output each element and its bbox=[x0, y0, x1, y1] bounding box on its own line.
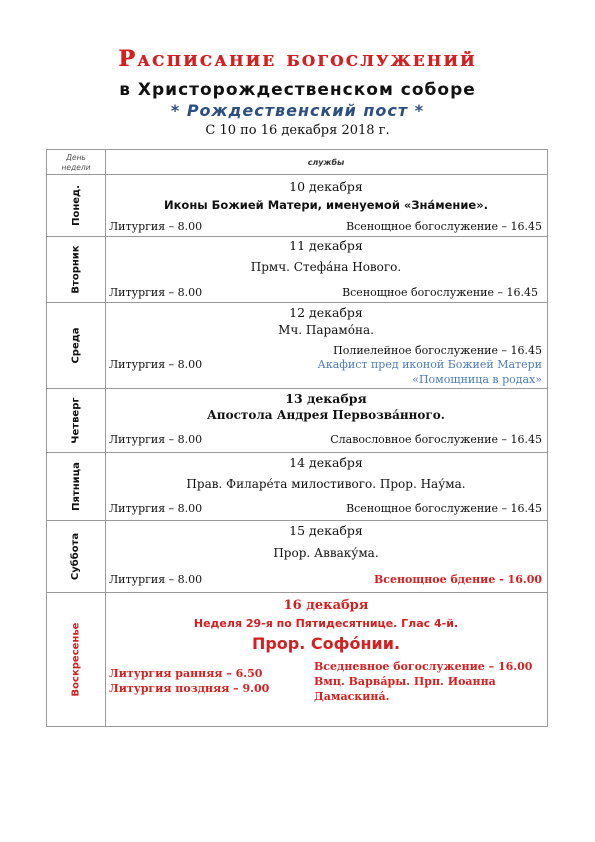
schedule-table bbox=[46, 149, 548, 727]
akathist-note: Акафист пред иконой Божией Матери bbox=[317, 358, 542, 371]
liturgy-time: Литургия – 8.00 bbox=[109, 433, 203, 446]
date-range: С 10 по 16 декабря 2018 г. bbox=[205, 123, 390, 138]
liturgy-time: Литургия – 8.00 bbox=[109, 502, 203, 515]
liturgy-time: Литургия – 8.00 bbox=[109, 573, 203, 586]
row-date: 13 декабря bbox=[285, 391, 367, 406]
cathedral-subtitle: в Христорождественском соборе bbox=[119, 80, 476, 100]
table-row bbox=[105, 388, 547, 452]
row-feast: Апостола Андрея Первозва́нного. bbox=[207, 408, 445, 422]
liturgy-time: Литургия – 8.00 bbox=[109, 286, 203, 299]
evening-service: Вседневное богослужение – 16.00 bbox=[314, 660, 533, 673]
row-date: 11 декабря bbox=[289, 238, 363, 253]
icon-name-note: «Помощница в родах» bbox=[412, 373, 542, 386]
row-feast: Прор. Авваку́ма. bbox=[273, 546, 379, 560]
fast-name: * Рождественский пост * bbox=[170, 101, 425, 120]
vigil-service: Всенощное бдение - 16.00 bbox=[373, 573, 542, 586]
day-thursday: Четверг bbox=[70, 396, 82, 444]
day-column-header bbox=[47, 153, 105, 173]
day-tuesday: Вторник bbox=[70, 244, 82, 294]
row-feast: Прмч. Стефа́на Нового. bbox=[250, 260, 402, 274]
saints-commemoration: Вмц. Варва́ры. Прп. Иоанна bbox=[314, 675, 496, 688]
evening-service: Всенощное богослужение – 16.45 bbox=[346, 220, 542, 233]
row-date: 15 декабря bbox=[289, 523, 363, 538]
early-liturgy-time: Литургия ранняя – 6.50 bbox=[109, 667, 263, 680]
day-friday: Пятница bbox=[70, 461, 82, 511]
day-header-line2: недели bbox=[61, 163, 91, 172]
evening-service: Всенощное богослужение – 16.45 bbox=[346, 502, 542, 515]
day-saturday: Суббота bbox=[70, 532, 82, 580]
row-feast: Прор. Софо́нии. bbox=[251, 634, 401, 653]
evening-service: Славословное богослужение – 16.45 bbox=[330, 433, 542, 446]
saints-commemoration-cont: Дамаскина́. bbox=[314, 690, 390, 703]
table-row bbox=[105, 452, 547, 520]
table-row bbox=[105, 520, 547, 592]
row-date: 14 декабря bbox=[289, 455, 363, 470]
row-feast: Мч. Парамо́на. bbox=[278, 323, 374, 337]
row-date: 16 декабря bbox=[283, 598, 369, 613]
row-feast: Иконы Божией Матери, именуемой «Зна́мение». bbox=[163, 198, 488, 212]
services-column-header: службы bbox=[307, 158, 345, 167]
liturgy-time: Литургия – 8.00 bbox=[109, 220, 203, 233]
table-row bbox=[105, 592, 547, 727]
evening-service: Всенощное богослужение – 16.45 bbox=[342, 286, 538, 299]
row-date: 12 декабря bbox=[289, 305, 363, 320]
day-monday: Понед. bbox=[70, 184, 82, 226]
schedule-title: Расписание богослужений bbox=[118, 46, 477, 72]
row-feast: Прав. Филаре́та милостивого. Прор. Нау́ма. bbox=[186, 477, 466, 491]
sunday-week-title: Неделя 29-я по Пятидесятнице. Глас 4-й. bbox=[193, 617, 459, 630]
evening-service: Полиелейное богослужение – 16.45 bbox=[333, 344, 542, 357]
late-liturgy-time: Литургия поздняя – 9.00 bbox=[109, 682, 270, 695]
liturgy-time: Литургия – 8.00 bbox=[109, 358, 203, 371]
day-sunday: Воскресенье bbox=[70, 622, 82, 697]
table-row bbox=[105, 236, 547, 302]
table-row bbox=[105, 302, 547, 388]
table-row bbox=[105, 174, 547, 236]
day-header-line1: День bbox=[66, 153, 86, 162]
day-wednesday: Среда bbox=[70, 326, 82, 364]
row-date: 10 декабря bbox=[289, 179, 363, 194]
